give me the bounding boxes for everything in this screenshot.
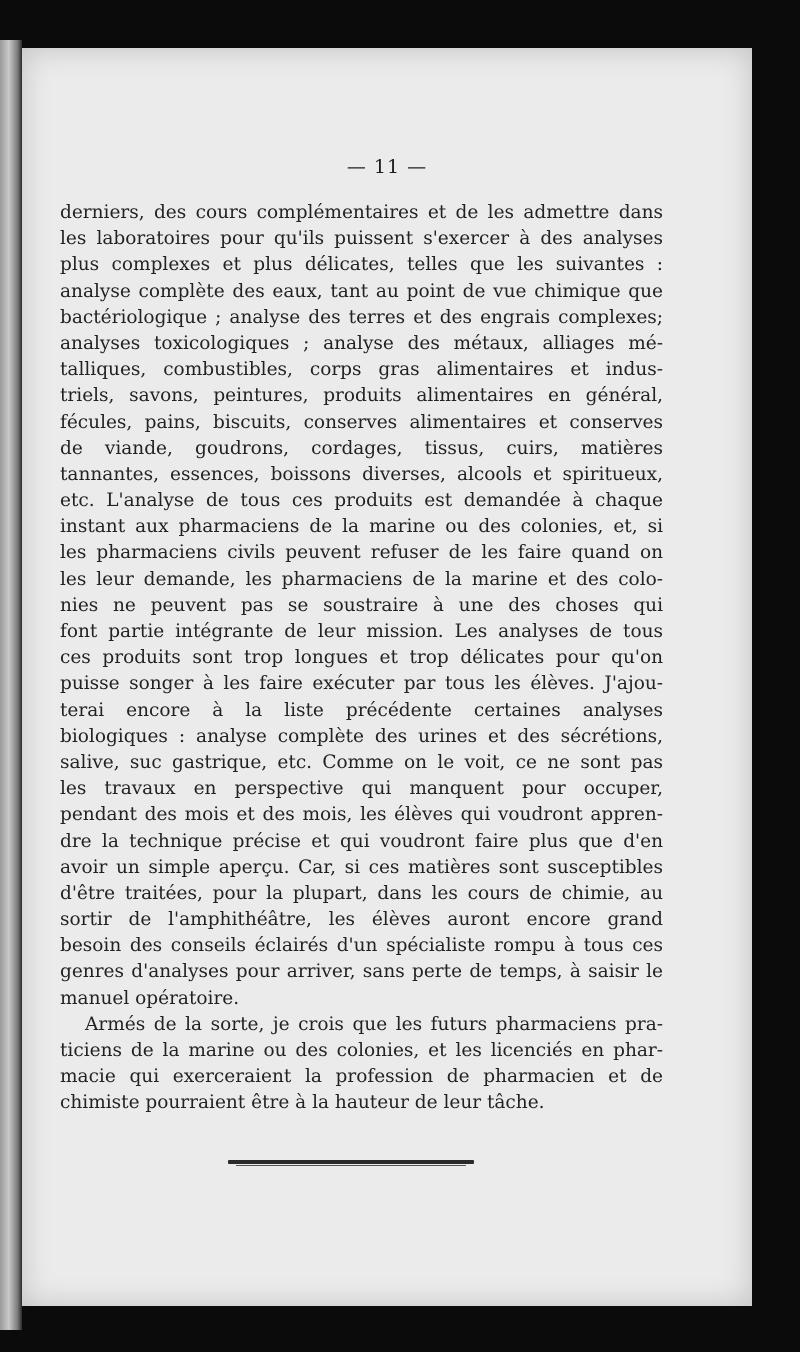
text-line: tannantes, essences, boissons diverses, alcools et spiritueux, xyxy=(60,463,663,485)
text-line: fécules, pains, biscuits, conserves alimentaires et conserves xyxy=(60,411,663,433)
text-line: puisse songer à les faire exécuter par tous les élèves. J'ajou- xyxy=(60,673,663,695)
text-line: dre la technique précise et qui voudront faire plus que d'en xyxy=(60,830,663,852)
text-line: talliques, combustibles, corps gras alimentaires et indus- xyxy=(60,359,663,381)
text-line: ticiens de la marine ou des colonies, et les licenciés en phar- xyxy=(60,1040,663,1061)
text-line: triels, savons, peintures, produits alimentaires en général, xyxy=(60,385,663,407)
text-line: macie qui exerceraient la profession de pharmacien et de xyxy=(60,1066,663,1088)
text-line: derniers, des cours complémentaires et de les admettre dans xyxy=(60,202,663,223)
text-line: d'être traitées, pour la plupart, dans les cours de chimie, au xyxy=(60,882,663,904)
page-number: — 11 — xyxy=(346,156,428,178)
text-line: salive, suc gastrique, etc. Comme on le voit, ce ne sont pas xyxy=(60,751,663,773)
book-page xyxy=(22,48,752,1306)
previous-page-edge xyxy=(0,40,22,1330)
text-line: les laboratoires pour qu'ils puissent s'exercer à des analyses xyxy=(60,228,663,250)
text-line: nies ne peuvent pas se soustraire à une des choses qui xyxy=(60,594,663,616)
text-line: avoir un simple aperçu. Car, si ces matières sont susceptibles xyxy=(60,856,663,878)
end-rule-thin xyxy=(236,1165,466,1166)
text-line: les leur demande, les pharmaciens de la marine et des colo- xyxy=(60,568,663,590)
text-line: font partie intégrante de leur mission. Les analyses de tous xyxy=(60,621,663,642)
text-line: etc. L'analyse de tous ces produits est demandée à chaque xyxy=(60,490,663,512)
text-line: chimiste pourraient être à la hauteur de leur tâche. xyxy=(60,1092,545,1114)
body-text xyxy=(60,200,663,1117)
text-line: Armés de la sorte, je crois que les futurs pharmaciens pra- xyxy=(85,1013,663,1035)
text-line: bactériologique ; analyse des terres et des engrais complexes; xyxy=(60,306,663,328)
text-line: terai encore à la liste précédente certaines analyses xyxy=(60,699,663,721)
text-line: genres d'analyses pour arriver, sans perte de temps, à saisir le xyxy=(60,961,663,983)
text-line: manuel opératoire. xyxy=(60,987,240,1009)
text-line: les travaux en perspective qui manquent pour occuper, xyxy=(60,778,663,800)
text-line: instant aux pharmaciens de la marine ou des colonies, et, si xyxy=(60,516,663,538)
text-line: analyse complète des eaux, tant au point de vue chimique que xyxy=(60,280,663,302)
text-line: sortir de l'amphithéâtre, les élèves auront encore grand xyxy=(60,909,663,931)
text-line: ces produits sont trop longues et trop délicates pour qu'on xyxy=(60,647,663,669)
text-line: les pharmaciens civils peuvent refuser de les faire quand on xyxy=(60,542,663,564)
text-line: de viande, goudrons, cordages, tissus, cuirs, matières xyxy=(60,437,663,459)
text-line: pendant des mois et des mois, les élèves qui voudront appren- xyxy=(60,804,663,826)
text-line: besoin des conseils éclairés d'un spécialiste rompu à tous ces xyxy=(60,935,663,957)
text-line: biologiques : analyse complète des urines et des sécrétions, xyxy=(60,725,663,747)
end-rule xyxy=(228,1160,474,1164)
text-line: analyses toxicologiques ; analyse des métaux, alliages mé- xyxy=(60,332,663,354)
text-line: plus complexes et plus délicates, telles que les suivantes : xyxy=(60,254,663,276)
